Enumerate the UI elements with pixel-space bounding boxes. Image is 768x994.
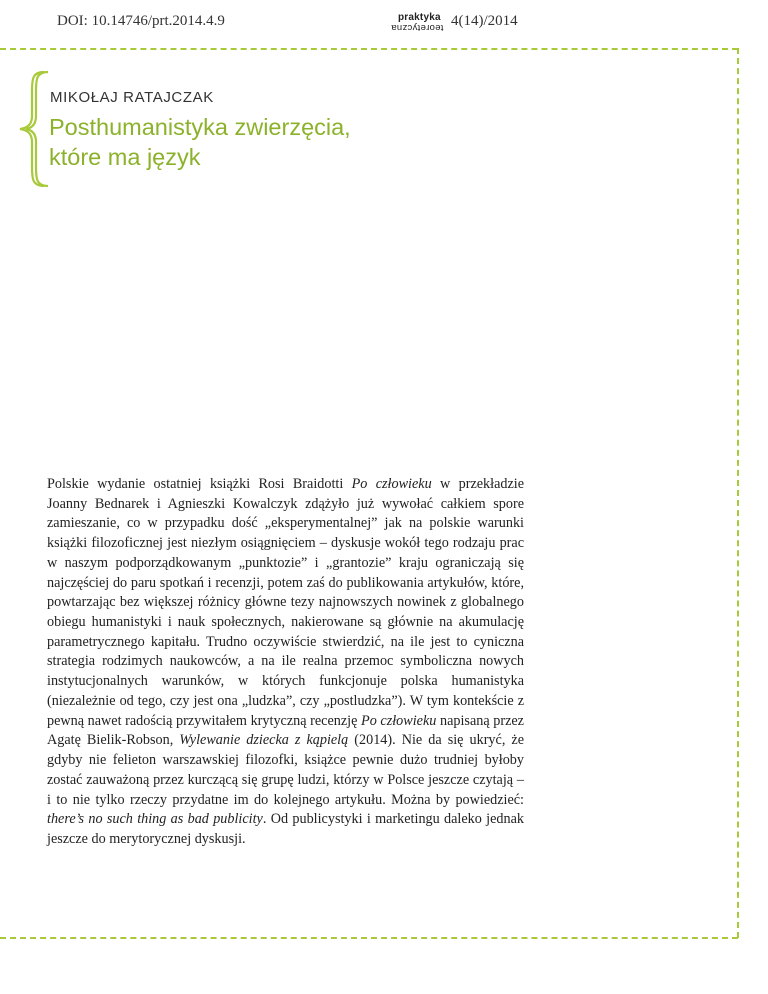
- frame-bottom-border: [0, 937, 738, 939]
- article-title: [49, 112, 469, 172]
- issue-number: 4(14)/2014: [451, 13, 518, 29]
- book-title-italic: Po człowieku: [351, 476, 432, 492]
- body-segment: Polskie wydanie ostatniej książki Rosi Braidotti: [47, 476, 352, 492]
- review-title-italic: Wylewanie dziecka z kąpielą: [179, 732, 349, 749]
- body-segment: . Od publicystyki i marketingu daleko jednak jeszcze do merytorycznej dyskusji.: [47, 811, 524, 847]
- title-line-1: Posthumanistyka zwierzęcia,: [49, 114, 351, 140]
- journal-name-teoretyczna: teoretyczna: [391, 22, 444, 33]
- body-segment: (2014). Nie da się ukryć, że gdyby nie felieton warszawskiej filozofki, książce pewnie dużo trudniej byłoby zostać zauważoną przez kurczącą się grupę ludzi, którzy w Polsce jeszcze czytają – i to nie tylko rzeczy przydatne im do kolejnego artykułu. Można by powiedzieć:: [47, 732, 525, 808]
- body-segment: w przekładzie Joanny Bednarek i Agnieszki Kowalczyk zdążyło już wywołać całkiem spore zamieszanie, co w przypadku dość „eksperymentalnej” jak na polskie warunki książki filozoficznej jest niezłym osiągnięciem – dyskusje wokół tego rodzaju prac w naszym podporządkowanym „punktozie” i „grantozie” kraju ograniczają się najczęściej do paru spotkań i recenzji, potem zaś do publikowania artykułów, które, powtarzając bez większej różnicy główne tezy najnowszych nowinek z globalnego obiegu humanistyki i nauk społecznych, nakierowane są głównie na akumulację parametrycznego kapitału. Trudno oczywiście stwierdzić, na ile jest to cyniczna strategia rodzimych naukowców, a na ile realna przemoc symboliczna nowych instytucjonalnych warunków, w których funkcjonuje polska humanistyka (niezależnie od tego, czy jest ona „ludzka”, czy „postludzka”). W tym kontekście z pewną nawet radością przywitałem krytyczną recenzję: [47, 476, 524, 729]
- doi-label: DOI: 10.14746/prt.2014.4.9: [57, 13, 225, 29]
- curly-brace-icon: [14, 70, 48, 188]
- title-line-2: które ma język: [49, 144, 201, 170]
- book-title-italic: Po człowieku: [361, 712, 437, 729]
- journal-masthead: [388, 12, 548, 36]
- journal-name-praktyka: praktyka: [398, 12, 441, 23]
- body-segment: napisaną przez Agatę Bielik-Robson,: [47, 712, 524, 749]
- quote-italic: there’s no such thing as bad publicity: [47, 811, 263, 828]
- frame-top-border: [0, 48, 738, 50]
- author-name: MIKOŁAJ RATAJCZAK: [50, 89, 214, 106]
- body-paragraph: [47, 475, 524, 850]
- frame-right-border: [737, 48, 739, 938]
